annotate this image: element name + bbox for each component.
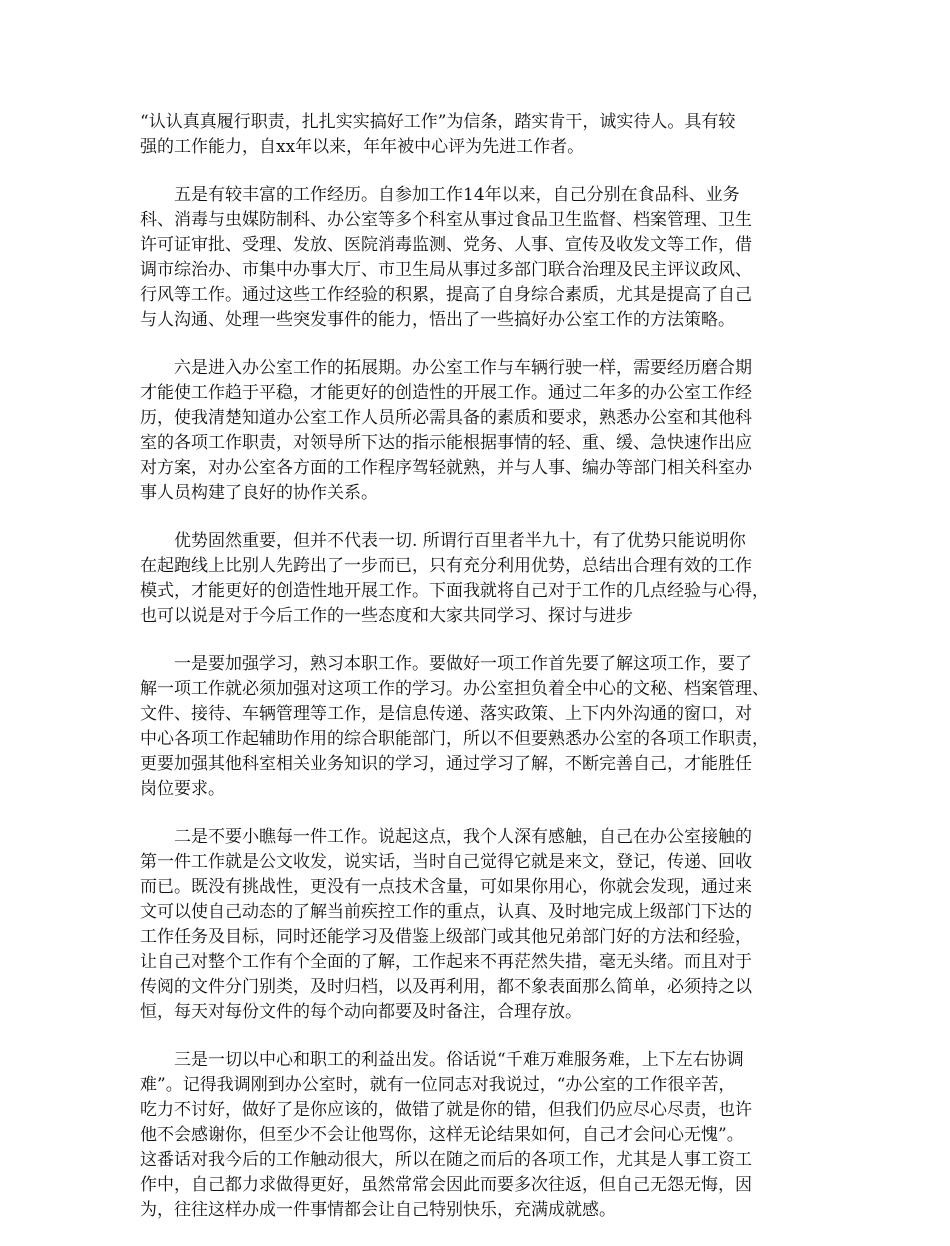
text-line: 六是进入办公室工作的拓展期。办公室工作与车辆行驶一样，需要经历磨合期 [140,358,752,378]
paragraph-7 [140,1048,820,1223]
text-line: 解一项工作就必须加强对这项工作的学习。办公室担负着全中心的文秘、档案管理、 [140,679,769,699]
text-line: 模式，才能更好的创造性地开展工作。下面我就将自己对于工作的几点经验与心得， [140,581,769,601]
paragraph-3 [140,356,820,506]
text-line: 工作任务及目标，同时还能学习及借鉴上级部门或其他兄弟部门好的方法和经验， [140,927,752,947]
text-line: 作中，自己都力求做得更好，虽然常常会因此而要多次往返，但自己无怨无悔，因 [140,1175,752,1195]
text-line: 才能使工作趋于平稳，才能更好的创造性的开展工作。通过二年多的办公室工作经 [140,383,752,403]
text-line: 更要加强其他科室相关业务知识的学习，通过学习了解，不断完善自己，才能胜任 [140,754,752,774]
text-line: 在起跑线上比别人先跨出了一步而已，只有充分利用优势，总结出合理有效的工作 [140,556,752,576]
text-line: 文可以使自己动态的了解当前疾控工作的重点，认真、及时地完成上级部门下达的 [140,902,752,922]
text-line: 为，往往这样办成一件事情都会让自己特别快乐，充满成就感。 [140,1200,616,1220]
text-line: 与人沟通、处理一些突发事件的能力，悟出了一些搞好办公室工作的方法策略。 [140,310,735,330]
paragraph-1 [140,110,820,160]
text-line: 一是要加强学习，熟习本职工作。要做好一项工作首先要了解这项工作，要了 [140,654,752,674]
text-line: 传阅的文件分门别类，及时归档，以及再利用，都不象表面那么简单，必须持之以 [140,977,752,997]
text-line: 这番话对我今后的工作触动很大，所以在随之而后的各项工作，尤其是人事工资工 [140,1150,752,1170]
text-line: 优势固然重要，但并不代表一切. 所谓行百里者半九十，有了优势只能说明你 [140,531,746,551]
text-line: 文件、接待、车辆管理等工作，是信息传递、落实政策、上下内外沟通的窗口，对 [140,704,752,724]
text-line: 科、消毒与虫媒防制科、办公室等多个科室从事过食品卫生监督、档案管理、卫生 [140,210,752,230]
paragraph-5 [140,652,820,802]
text-line: 行风等工作。通过这些工作经验的积累，提高了自身综合素质，尤其是提高了自己 [140,285,752,305]
document-body [140,110,820,1246]
text-line: 历，使我清楚知道办公室工作人员所必需具备的素质和要求，熟悉办公室和其他科 [140,408,752,428]
paragraph-2 [140,183,820,333]
text-line: 岗位要求。 [140,779,225,799]
text-line: 第一件工作就是公文收发，说实话，当时自己觉得它就是来文，登记，传递、回收 [140,852,752,872]
text-line: 事人员构建了良好的协作关系。 [140,483,378,503]
text-line: 强的工作能力，自xx年以来，年年被中心评为先进工作者。 [140,137,585,157]
text-line: 对方案，对办公室各方面的工作程序驾轻就熟，并与人事、编办等部门相关科室办 [140,458,752,478]
text-line: 五是有较丰富的工作经历。自参加工作14年以来，自己分别在食品科、业务 [140,185,740,205]
text-line: 吃力不讨好，做好了是你应该的，做错了就是你的错，但我们仍应尽心尽责，也许 [140,1100,752,1120]
text-line: “认认真真履行职责，扎扎实实搞好工作”为信条，踏实肯干，诚实待人。具有较 [140,112,736,132]
text-line: 而已。既没有挑战性，更没有一点技术含量，可如果你用心，你就会发现，通过来 [140,877,752,897]
text-line: 恒，每天对每份文件的每个动向都要及时备注，合理存放。 [140,1002,582,1022]
text-line: 难”。记得我调刚到办公室时，就有一位同志对我说过，“办公室的工作很辛苦， [140,1075,736,1095]
text-line: 室的各项工作职责，对领导所下达的指示能根据事情的轻、重、缓、急快速作出应 [140,433,752,453]
text-line: 让自己对整个工作有个全面的了解，工作起来不再茫然失措，毫无头绪。而且对于 [140,952,752,972]
text-line: 二是不要小瞧每一件工作。说起这点，我个人深有感触，自己在办公室接触的 [140,827,752,847]
paragraph-6 [140,825,820,1025]
text-line: 三是一切以中心和职工的利益出发。俗话说“千难万难服务难，上下左右协调 [140,1050,744,1070]
text-line: 许可证审批、受理、发放、医院消毒监测、党务、人事、宣传及收发文等工作，借 [140,235,752,255]
text-line: 也可以说是对于今后工作的一些态度和大家共同学习、探讨与进步 [140,606,633,626]
text-line: 调市综治办、市集中办事大厅、市卫生局从事过多部门联合治理及民主评议政风、 [140,260,752,280]
text-line: 他不会感谢你，但至少不会让他骂你，这样无论结果如何，自己才会问心无愧”。 [140,1125,744,1145]
text-line: 中心各项工作起辅助作用的综合职能部门，所以不但要熟悉办公室的各项工作职责， [140,729,769,749]
paragraph-4 [140,529,820,629]
